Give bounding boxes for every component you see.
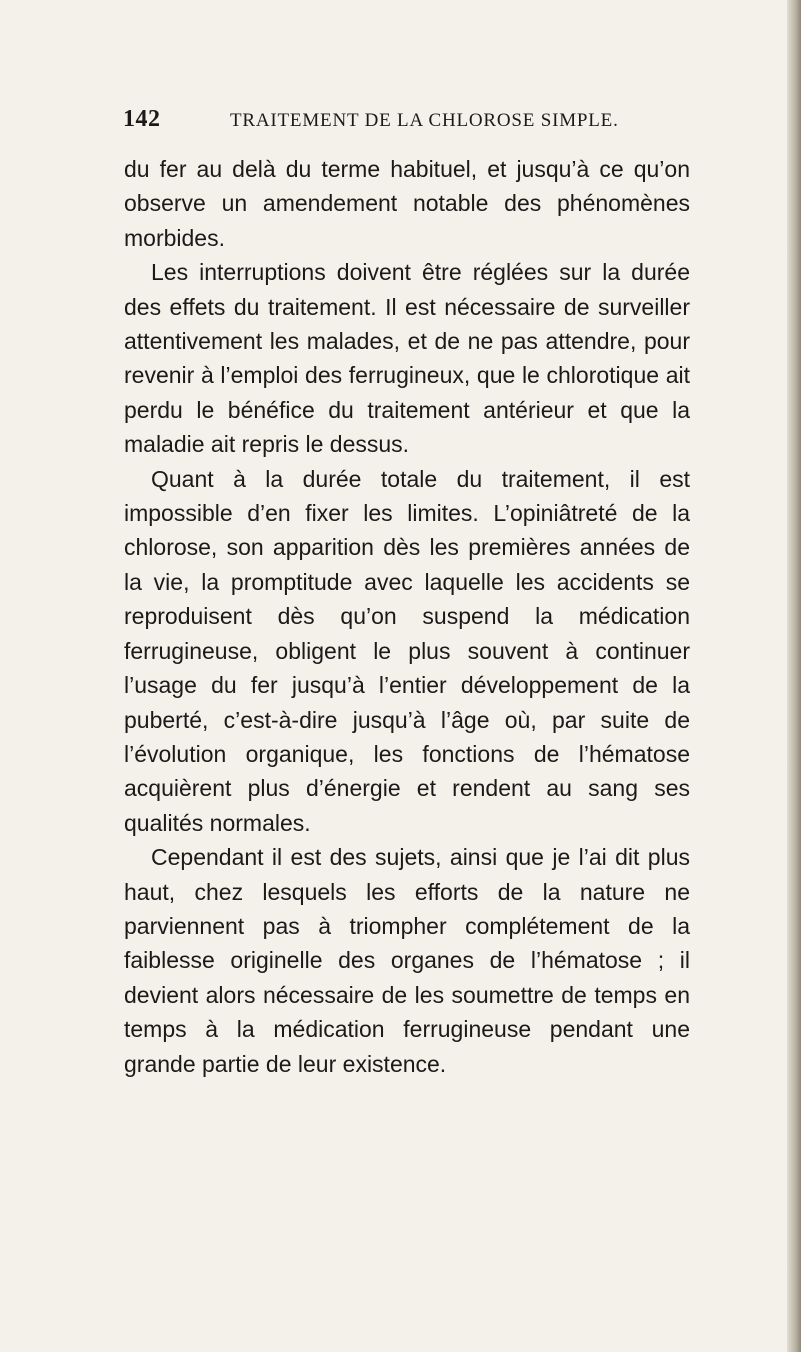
paragraph-interruptions: Les interruptions doivent être réglées sur la durée des effets du traitement. Il est nécessaire de surveiller attentivement les malades, et de ne pas attendre, pour revenir à l’emploi des ferrugineux, que le chlorotique ait perdu le bénéfice du traitement antérieur et que la maladie ait repris le dessus. [124,259,690,458]
page-edge-shadow [787,0,801,1352]
paragraph-duration: Quant à la durée totale du traitement, il est impossible d’en fixer les limites. L’opiniâtreté de la chlorose, son apparition dès les premières années de la vie, la promptitude avec laquelle les accidents se reproduisent dès qu’on suspend la médication ferrugineuse, obligent le plus souvent à continuer l’usage du fer jusqu’à l’entier développement de la puberté, c’est-à-dire jusqu’à l’âge où, par suite de l’évolution organique, les fonctions de l’hématose acquièrent plus d’énergie et rendent au sang ses qualités normales. [124,465,690,836]
page-number: 142 [123,106,161,132]
running-title: TRAITEMENT DE LA CHLOROSE SIMPLE. [230,110,619,131]
paragraph-exceptions: Cependant il est des sujets, ainsi que je l’ai dit plus haut, chez lesquels les efforts de la nature ne parviennent pas à triompher complétement de la faiblesse originelle des organes de l’hématose ; il devient alors nécessaire de les soumettre de temps en temps à la médication ferrugineuse pendant une grande partie de leur existence. [124,844,690,1077]
running-head [123,106,683,134]
paragraph-continuation: du fer au delà du terme habituel, et jusqu’à ce qu’on observe un amendement notable des phénomènes morbides. [124,156,690,251]
body-text [124,152,690,1081]
